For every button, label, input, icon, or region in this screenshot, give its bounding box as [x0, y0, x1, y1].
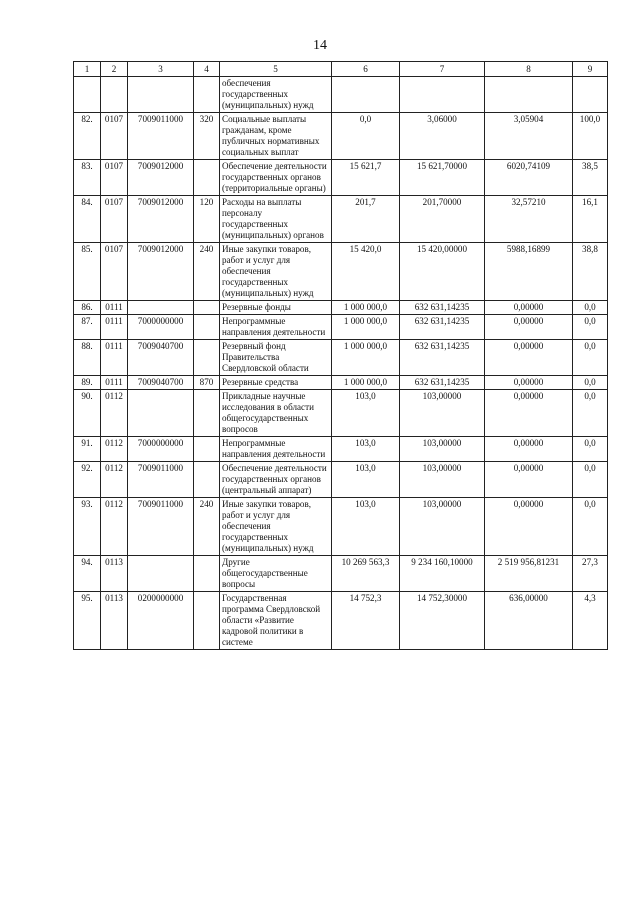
article-code-cell: 7009011000 — [128, 462, 194, 498]
planned-amount-cell: 103,00000 — [400, 462, 485, 498]
execution-percent-cell: 4,3 — [573, 592, 608, 650]
section-code-cell: 0111 — [101, 301, 128, 315]
article-code-cell: 7009012000 — [128, 160, 194, 196]
row-number-cell: 82. — [74, 113, 101, 160]
expense-type-cell — [194, 437, 220, 462]
article-code-cell: 7009012000 — [128, 196, 194, 243]
execution-percent-cell: 0,0 — [573, 376, 608, 390]
expense-type-cell: 240 — [194, 243, 220, 301]
table-row — [74, 462, 608, 498]
planned-amount-cell: 15 420,00000 — [400, 243, 485, 301]
row-number-cell: 87. — [74, 315, 101, 340]
planned-amount-cell: 201,70000 — [400, 196, 485, 243]
table-row — [74, 113, 608, 160]
approved-amount-cell: 103,0 — [332, 462, 400, 498]
approved-amount-cell: 14 752,3 — [332, 592, 400, 650]
executed-amount-cell: 32,57210 — [485, 196, 573, 243]
row-number-cell: 84. — [74, 196, 101, 243]
section-code-cell: 0112 — [101, 390, 128, 437]
table-row — [74, 340, 608, 376]
header-row — [74, 62, 608, 77]
approved-amount-cell: 103,0 — [332, 437, 400, 462]
expense-type-cell: 870 — [194, 376, 220, 390]
header-cell: 7 — [400, 62, 485, 77]
execution-percent-cell — [573, 77, 608, 113]
header-cell: 8 — [485, 62, 573, 77]
article-code-cell: 7009011000 — [128, 498, 194, 556]
item-name-cell: Прикладные научные исследования в области общегосударственных вопросов — [220, 390, 332, 437]
page-number: 14 — [313, 38, 327, 53]
item-name-cell: обеспечения государственных (муниципальных) нужд — [220, 77, 332, 113]
row-number-cell: 91. — [74, 437, 101, 462]
header-cell: 6 — [332, 62, 400, 77]
row-number-cell: 83. — [74, 160, 101, 196]
planned-amount-cell: 103,00000 — [400, 390, 485, 437]
planned-amount-cell: 632 631,14235 — [400, 315, 485, 340]
row-number-cell: 88. — [74, 340, 101, 376]
executed-amount-cell: 2 519 956,81231 — [485, 556, 573, 592]
item-name-cell: Социальные выплаты гражданам, кроме публичных нормативных социальных выплат — [220, 113, 332, 160]
executed-amount-cell: 0,00000 — [485, 340, 573, 376]
section-code-cell: 0111 — [101, 315, 128, 340]
expense-type-cell — [194, 77, 220, 113]
item-name-cell: Иные закупки товаров, работ и услуг для обеспечения государственных (муниципальных) нужд — [220, 243, 332, 301]
approved-amount-cell: 15 420,0 — [332, 243, 400, 301]
item-name-cell: Государственная программа Свердловской области «Развитие кадровой политики в системе — [220, 592, 332, 650]
executed-amount-cell: 6020,74109 — [485, 160, 573, 196]
executed-amount-cell: 0,00000 — [485, 462, 573, 498]
expense-type-cell — [194, 462, 220, 498]
row-number-cell: 85. — [74, 243, 101, 301]
planned-amount-cell: 632 631,14235 — [400, 376, 485, 390]
executed-amount-cell: 636,00000 — [485, 592, 573, 650]
approved-amount-cell: 1 000 000,0 — [332, 315, 400, 340]
approved-amount-cell: 201,7 — [332, 196, 400, 243]
table-row — [74, 315, 608, 340]
expense-type-cell — [194, 315, 220, 340]
section-code-cell: 0111 — [101, 376, 128, 390]
header-cell: 2 — [101, 62, 128, 77]
section-code-cell: 0112 — [101, 498, 128, 556]
article-code-cell: 7000000000 — [128, 315, 194, 340]
execution-percent-cell: 0,0 — [573, 462, 608, 498]
executed-amount-cell: 0,00000 — [485, 315, 573, 340]
item-name-cell: Непрограммные направления деятельности — [220, 315, 332, 340]
execution-percent-cell: 16,1 — [573, 196, 608, 243]
execution-percent-cell: 0,0 — [573, 340, 608, 376]
item-name-cell: Обеспечение деятельности государственных органов (территориальные органы) — [220, 160, 332, 196]
item-name-cell: Резервные фонды — [220, 301, 332, 315]
section-code-cell: 0113 — [101, 556, 128, 592]
execution-percent-cell: 0,0 — [573, 301, 608, 315]
expense-type-cell — [194, 592, 220, 650]
expense-type-cell — [194, 390, 220, 437]
execution-percent-cell: 0,0 — [573, 315, 608, 340]
article-code-cell — [128, 556, 194, 592]
item-name-cell: Резервный фонд Правительства Свердловской области — [220, 340, 332, 376]
executed-amount-cell: 0,00000 — [485, 376, 573, 390]
planned-amount-cell: 103,00000 — [400, 437, 485, 462]
section-code-cell: 0107 — [101, 113, 128, 160]
execution-percent-cell: 100,0 — [573, 113, 608, 160]
item-name-cell: Другие общегосударственные вопросы — [220, 556, 332, 592]
planned-amount-cell: 9 234 160,10000 — [400, 556, 485, 592]
executed-amount-cell — [485, 77, 573, 113]
table-row — [74, 77, 608, 113]
expense-type-cell — [194, 556, 220, 592]
approved-amount-cell: 1 000 000,0 — [332, 340, 400, 376]
section-code-cell: 0112 — [101, 462, 128, 498]
article-code-cell: 7009011000 — [128, 113, 194, 160]
expense-type-cell: 320 — [194, 113, 220, 160]
table-row — [74, 390, 608, 437]
table-row — [74, 376, 608, 390]
executed-amount-cell: 5988,16899 — [485, 243, 573, 301]
execution-percent-cell: 27,3 — [573, 556, 608, 592]
execution-percent-cell: 0,0 — [573, 437, 608, 462]
expense-type-cell — [194, 160, 220, 196]
article-code-cell: 7009040700 — [128, 376, 194, 390]
planned-amount-cell: 632 631,14235 — [400, 301, 485, 315]
header-cell: 4 — [194, 62, 220, 77]
section-code-cell: 0107 — [101, 196, 128, 243]
section-code-cell: 0107 — [101, 160, 128, 196]
article-code-cell: 7009012000 — [128, 243, 194, 301]
section-code-cell: 0111 — [101, 340, 128, 376]
header-cell: 5 — [220, 62, 332, 77]
item-name-cell: Иные закупки товаров, работ и услуг для обеспечения государственных (муниципальных) нужд — [220, 498, 332, 556]
planned-amount-cell: 3,06000 — [400, 113, 485, 160]
table-row — [74, 243, 608, 301]
row-number-cell: 92. — [74, 462, 101, 498]
item-name-cell: Непрограммные направления деятельности — [220, 437, 332, 462]
approved-amount-cell: 1 000 000,0 — [332, 376, 400, 390]
table-row — [74, 196, 608, 243]
row-number-cell: 95. — [74, 592, 101, 650]
approved-amount-cell — [332, 77, 400, 113]
section-code-cell: 0113 — [101, 592, 128, 650]
approved-amount-cell: 10 269 563,3 — [332, 556, 400, 592]
row-number-cell: 86. — [74, 301, 101, 315]
executed-amount-cell: 0,00000 — [485, 301, 573, 315]
section-code-cell — [101, 77, 128, 113]
expense-type-cell — [194, 340, 220, 376]
row-number-cell: 90. — [74, 390, 101, 437]
row-number-cell — [74, 77, 101, 113]
execution-percent-cell: 0,0 — [573, 498, 608, 556]
table-row — [74, 160, 608, 196]
item-name-cell: Резервные средства — [220, 376, 332, 390]
table-row — [74, 592, 608, 650]
expense-type-cell — [194, 301, 220, 315]
approved-amount-cell: 103,0 — [332, 498, 400, 556]
table-row — [74, 556, 608, 592]
approved-amount-cell: 0,0 — [332, 113, 400, 160]
planned-amount-cell: 103,00000 — [400, 498, 485, 556]
execution-percent-cell: 38,8 — [573, 243, 608, 301]
article-code-cell — [128, 77, 194, 113]
approved-amount-cell: 15 621,7 — [332, 160, 400, 196]
execution-percent-cell: 38,5 — [573, 160, 608, 196]
executed-amount-cell: 0,00000 — [485, 390, 573, 437]
planned-amount-cell: 15 621,70000 — [400, 160, 485, 196]
table-row — [74, 301, 608, 315]
executed-amount-cell: 0,00000 — [485, 437, 573, 462]
article-code-cell: 0200000000 — [128, 592, 194, 650]
article-code-cell: 7000000000 — [128, 437, 194, 462]
expense-type-cell: 240 — [194, 498, 220, 556]
executed-amount-cell: 0,00000 — [485, 498, 573, 556]
table-row — [74, 437, 608, 462]
item-name-cell: Расходы на выплаты персоналу государственных (муниципальных) органов — [220, 196, 332, 243]
planned-amount-cell: 14 752,30000 — [400, 592, 485, 650]
row-number-cell: 89. — [74, 376, 101, 390]
section-code-cell: 0107 — [101, 243, 128, 301]
section-code-cell: 0112 — [101, 437, 128, 462]
article-code-cell — [128, 301, 194, 315]
article-code-cell — [128, 390, 194, 437]
row-number-cell: 94. — [74, 556, 101, 592]
item-name-cell: Обеспечение деятельности государственных органов (центральный аппарат) — [220, 462, 332, 498]
table-row — [74, 498, 608, 556]
expense-type-cell: 120 — [194, 196, 220, 243]
header-cell: 3 — [128, 62, 194, 77]
approved-amount-cell: 1 000 000,0 — [332, 301, 400, 315]
executed-amount-cell: 3,05904 — [485, 113, 573, 160]
header-cell: 9 — [573, 62, 608, 77]
header-cell: 1 — [74, 62, 101, 77]
article-code-cell: 7009040700 — [128, 340, 194, 376]
planned-amount-cell — [400, 77, 485, 113]
execution-percent-cell: 0,0 — [573, 390, 608, 437]
planned-amount-cell: 632 631,14235 — [400, 340, 485, 376]
approved-amount-cell: 103,0 — [332, 390, 400, 437]
row-number-cell: 93. — [74, 498, 101, 556]
budget-table — [73, 61, 608, 650]
